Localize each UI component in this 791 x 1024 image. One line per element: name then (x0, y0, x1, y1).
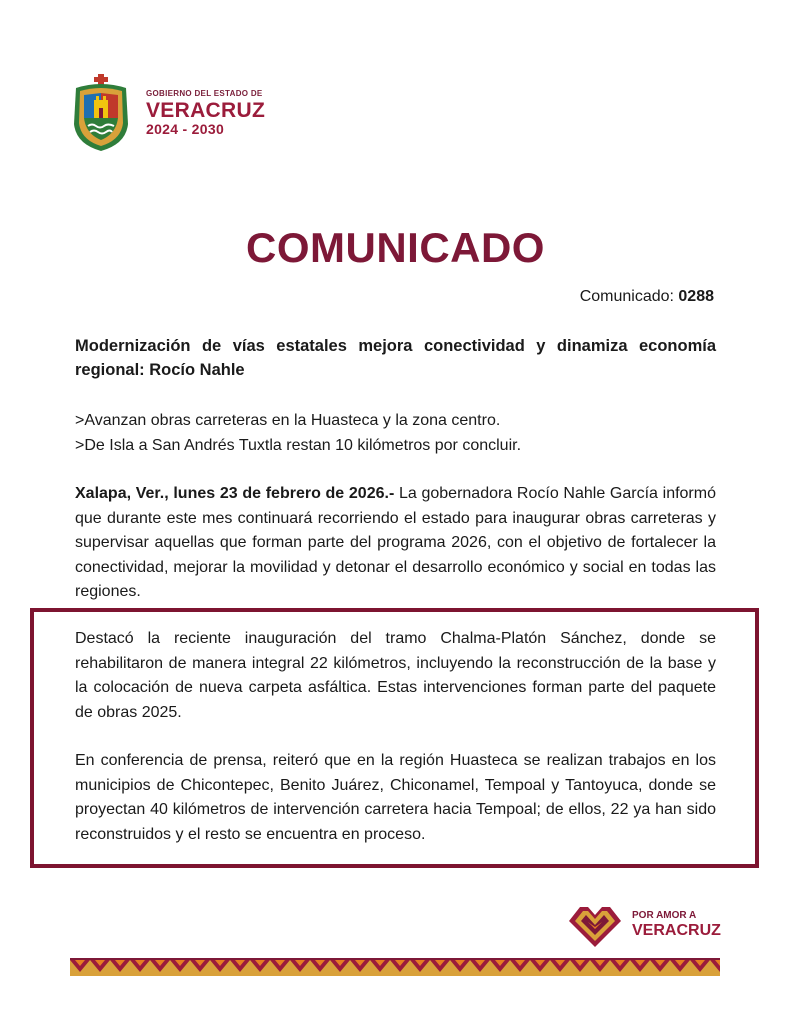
amor-line-1: POR AMOR A (632, 910, 697, 921)
bullet-item: >De Isla a San Andrés Tuxtla restan 10 kilómetros por concluir. (75, 437, 522, 454)
government-logo (70, 74, 265, 152)
page-title: COMUNICADO (246, 224, 545, 271)
bullet-list (75, 408, 521, 458)
decorative-band (70, 958, 720, 976)
communique-label: Comunicado: (579, 288, 679, 305)
veracruz-coat-of-arms-icon (70, 74, 132, 152)
paragraph-inauguration: Destacó la reciente inauguración del tramo Chalma-Platón Sánchez, donde se rehabilitaron de manera integral 22 kilómetros, incluyendo la reconstrucción de la base y la colocación de nueva carpeta asfáltica. Estas intervenciones forman parte del paquete de obras 2025. (75, 630, 716, 721)
communique-number (580, 288, 714, 306)
paragraph-huasteca: En conferencia de prensa, reiteró que en la región Huasteca se realizan trabajos en los municipios de Chicontepec, Benito Juárez, Chiconamel, Tempoal y Tantoyuca, donde se proyectan 40 kilómetros de intervención carretera hacia Tempoal; de ellos, 22 ya han sido reconstruidos y el resto se encuentra en proceso. (75, 752, 716, 843)
communique-id: 0288 (678, 288, 714, 305)
paragraph-intro-text: La gobernadora Rocío Nahle García informó que durante este mes continuará recorriendo el estado para inaugurar obras carreteras y supervisar aquellas que forman parte del programa 2026, con el objetivo de fortalecer la conectividad, mejorar la movilidad y detonar el desarrollo económico y social en todas las regiones. (75, 485, 716, 600)
bullet-item: >Avanzan obras carreteras en la Huasteca y la zona centro. (75, 412, 501, 429)
por-amor-logo (566, 901, 721, 949)
gov-line-period: 2024 - 2030 (146, 121, 225, 137)
dateline: Xalapa, Ver., lunes 23 de febrero de 2026.- (75, 485, 395, 502)
headline: Modernización de vías estatales mejora conectividad y dinamiza economía regional: Rocío Nahle (75, 337, 716, 379)
gov-line-state: GOBIERNO DEL ESTADO DE (146, 89, 263, 98)
por-amor-heart-icon (566, 901, 624, 949)
amor-line-2: VERACRUZ (632, 922, 721, 939)
gov-line-veracruz: VERACRUZ (146, 99, 266, 122)
paragraph-intro (75, 482, 716, 605)
